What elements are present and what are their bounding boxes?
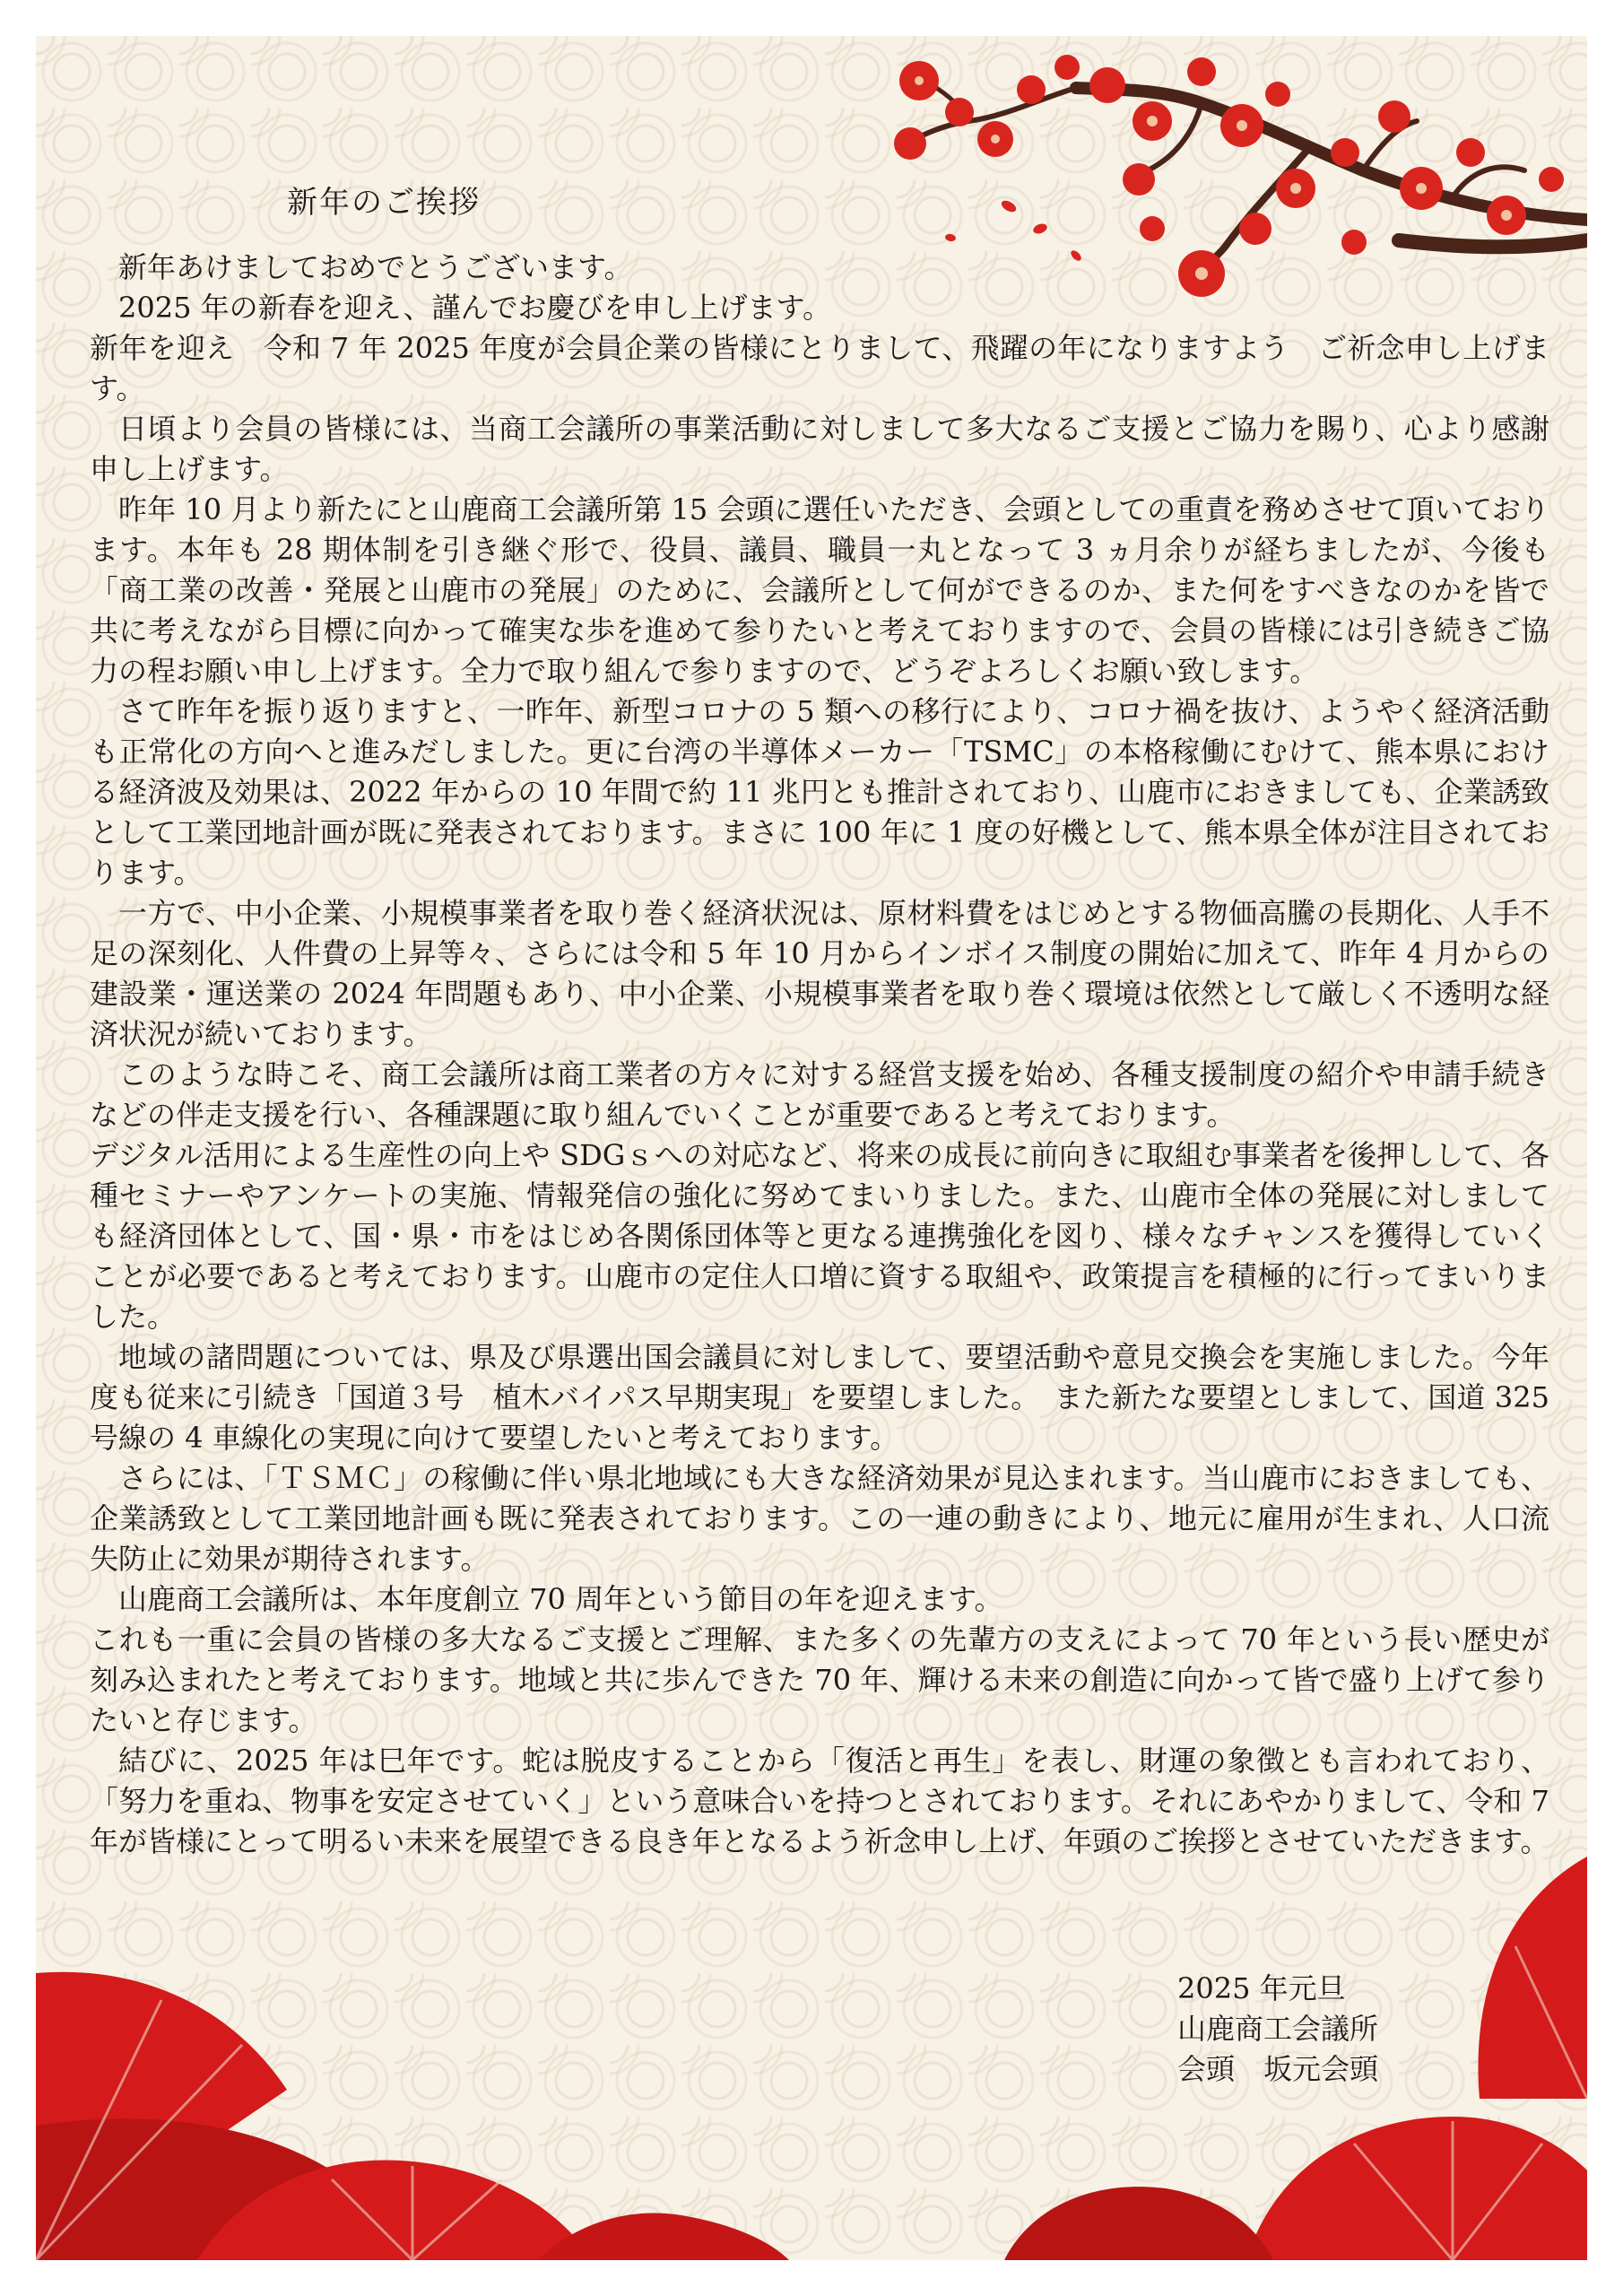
signature-organization: 山鹿商工会議所 — [1177, 2012, 1379, 2046]
letter-page — [36, 36, 1587, 2260]
letter-paragraph: 山鹿商工会議所は、本年度創立 70 周年という節目の年を迎えます。 — [118, 1582, 1003, 1616]
letter-body — [90, 248, 1549, 1862]
letter-paragraph: 新年を迎え 令和 7 年 2025 年度が会員企業の皆様にとりまして、飛躍の年になりますよう ご祈念申し上げます。 — [90, 331, 1549, 405]
letter-paragraph: これも一重に会員の皆様の多大なるご支援とご理解、また多くの先輩方の支えによって 70 年という長い歴史が刻み込まれたと考えております。地域と共に歩んできた 70 年、輝ける未来の創造に向かって皆で盛り上げて参りたいと存じます。 — [90, 1622, 1549, 1737]
letter-paragraph: 日頃より会員の皆様には、当商工会議所の事業活動に対しまして多大なるご支援とご協力を賜り、心より感謝申し上げます。 — [90, 412, 1549, 486]
letter-paragraph: 昨年 10 月より新たにと山鹿商工会議所第 15 会頭に選任いただき、会頭としての重責を務めさせて頂いております。本年も 28 期体制を引き継ぐ形で、役員、議員、職員一丸となって 3 ヵ月余りが経ちましたが、今後も「商工業の改善・発展と山鹿市の発展」のために、会議所として何ができるのか、また何をすべきなのかを皆で共に考えながら目標に向かって確実な歩を進めて参りたいと考えておりますので、会員の皆様には引き続きご協力の程お願い申し上げます。全力で取り組んで参りますので、どうぞよろしくお願い致します。 — [90, 492, 1549, 688]
letter-paragraph: デジタル活用による生産性の向上や SDGｓへの対応など、将来の成長に前向きに取組む事業者を後押しして、各種セミナーやアンケートの実施、情報発信の強化に努めてまいりました。また、山鹿市全体の発展に対しましても経済団体として、国・県・市をはじめ各関係団体等と更なる連携強化を図り、様々なチャンスを獲得していくことが必要であると考えております。山鹿市の定住人口増に資する取組や、政策提言を積極的に行ってまいりました。 — [90, 1138, 1549, 1334]
letter-paragraph: 2025 年の新春を迎え、謹んでお慶びを申し上げます。 — [118, 291, 831, 325]
letter-paragraph: さらには、「ＴＳＭＣ」の稼働に伴い県北地域にも大きな経済効果が見込まれます。当山鹿市におきましても、企業誘致として工業団地計画も既に発表されております。この一連の動きにより、地元に雇用が生まれ、人口流失防止に効果が期待されます。 — [90, 1461, 1549, 1576]
letter-paragraph: 地域の諸問題については、県及び県選出国会議員に対しまして、要望活動や意見交換会を実施しました。今年度も従来に引続き「国道３号 植木バイパス早期実現」を要望しました。 また新たな要望としまして、国道 325 号線の 4 車線化の実現に向けて要望したいと考えております。 — [90, 1340, 1549, 1455]
letter-title: 新年のご挨拶 — [287, 185, 481, 221]
letter-paragraph: このような時こそ、商工会議所は商工業者の方々に対する経営支援を始め、各種支援制度の紹介や申請手続きなどの伴走支援を行い、各種課題に取り組んでいくことが重要であると考えております。 — [90, 1057, 1549, 1132]
letter-paragraph: 結びに、2025 年は巳年です。蛇は脱皮することから「復活と再生」を表し、財運の象徴とも言われており、「努力を重ね、物事を安定させていく」という意味合いを持つとされております。それにあやかりまして、令和 7 年が皆様にとって明るい未来を展望できる良き年となるよう祈念申し上げ、年頭のご挨拶とさせていただきます。 — [90, 1744, 1549, 1858]
letter-paragraph: 新年あけましておめでとうございます。 — [118, 250, 633, 284]
letter-paragraph: さて昨年を振り返りますと、一昨年、新型コロナの 5 類への移行により、コロナ禍を抜け、ようやく経済活動も正常化の方向へと進みだしました。更に台湾の半導体メーカー「TSMC」の本格稼働にむけて、熊本県における経済波及効果は、2022 年からの 10 年間で約 11 兆円とも推計されており、山鹿市におきましても、企業誘致として工業団地計画が既に発表されております。まさに 100 年に 1 度の好機として、熊本県全体が注目されております。 — [90, 694, 1549, 890]
signature-signer: 会頭 坂元会頭 — [1177, 2052, 1379, 2086]
letter-paragraph: 一方で、中小企業、小規模事業者を取り巻く経済状況は、原材料費をはじめとする物価高騰の長期化、人手不足の深刻化、人件費の上昇等々、さらには令和 5 年 10 月からインボイス制度の開始に加えて、昨年 4 月からの建設業・運送業の 2024 年問題もあり、中小企業、小規模事業者を取り巻く環境は依然として厳しく不透明な経済状況が続いております。 — [90, 896, 1549, 1051]
signature-date: 2025 年元旦 — [1177, 1971, 1346, 2005]
signature-block — [1177, 1969, 1378, 2090]
